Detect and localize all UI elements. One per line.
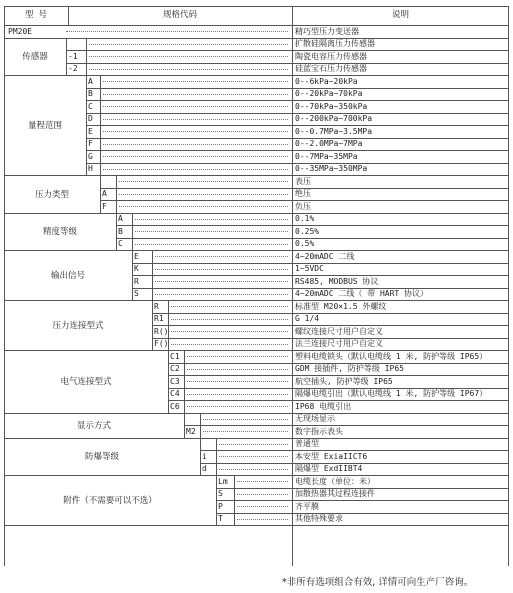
dot-leader — [171, 344, 288, 345]
dot-leader — [119, 206, 288, 207]
group-label: 精度等级 — [42, 227, 77, 238]
dot-leader — [119, 194, 288, 195]
option-description: 0--6kPa~20kPa — [295, 76, 358, 86]
dot-leader — [237, 494, 288, 495]
dot-leader — [135, 244, 288, 245]
option-code: B — [118, 226, 123, 236]
option-code: C4 — [170, 389, 180, 399]
group-label: 量程范围 — [27, 121, 62, 131]
group-label: 压力连接型式 — [52, 321, 104, 331]
option-code: H — [88, 164, 93, 174]
model-description: 精巧型压力变送器 — [295, 26, 359, 36]
dot-leader — [187, 381, 288, 382]
table-rule — [4, 525, 509, 526]
group-label: 电气连接型式 — [60, 377, 112, 388]
option-code: C2 — [170, 364, 180, 374]
option-description: 塑料电缆锁头（默认电缆线 1 米, 防护等级 IP65） — [295, 351, 488, 361]
table-rule — [216, 438, 217, 476]
option-code: E — [88, 126, 93, 136]
dot-leader — [103, 119, 288, 120]
option-description: 0.1% — [295, 214, 315, 224]
dot-leader — [89, 69, 288, 70]
option-description: 4~20mADC 二线 — [295, 251, 355, 261]
option-code: i — [202, 451, 207, 461]
dot-leader — [155, 294, 288, 295]
dot-leader — [103, 169, 288, 170]
group-label: 传感器 — [22, 52, 48, 63]
group-label: 输出信号 — [50, 271, 85, 281]
option-code: C6 — [170, 401, 180, 411]
option-description: 0--70kPa~350kPa — [295, 101, 368, 111]
dot-leader — [187, 356, 288, 357]
option-description: 电缆长度（单位：米） — [295, 476, 375, 486]
table-rule — [68, 6, 69, 25]
option-description: 隔爆型 ExdIIBT4 — [295, 464, 363, 474]
dot-leader — [135, 219, 288, 220]
table-rule — [184, 350, 185, 413]
option-description: IP68 电缆引出 — [295, 401, 352, 411]
dot-leader — [219, 456, 288, 457]
option-code — [200, 438, 216, 451]
footnote: *非所有选项组合有效, 详情可向生产厂咨询。 — [282, 577, 474, 588]
option-description: 0--35MPa~350MPa — [295, 164, 368, 174]
dot-leader — [119, 181, 288, 182]
option-code: B — [88, 89, 93, 99]
group-label: 显示方式 — [76, 421, 111, 431]
table-border-top — [4, 6, 509, 7]
dot-leader — [203, 431, 288, 432]
option-description: 无现场显示 — [295, 414, 335, 424]
dot-leader — [103, 94, 288, 95]
option-description: 4~20mADC 二线（ 带 HART 协议） — [295, 289, 429, 299]
option-code: E — [134, 251, 139, 261]
option-code: G — [88, 151, 93, 161]
option-description: 0--2.0MPa~7MPa — [295, 139, 363, 149]
option-code: -1 — [68, 51, 78, 61]
option-code: A — [118, 214, 123, 224]
option-code: T — [218, 514, 223, 524]
option-code: D — [88, 114, 93, 124]
option-code — [100, 175, 116, 188]
option-code: A — [102, 189, 107, 199]
dot-leader — [89, 44, 288, 45]
option-code: d — [202, 464, 207, 474]
option-code: P — [218, 501, 223, 511]
option-description: 螺纹连接尺寸用户自定义 — [295, 326, 383, 336]
option-description: 本安型 ExiaIICT6 — [295, 451, 368, 461]
option-code: S — [218, 489, 223, 499]
option-code: C3 — [170, 376, 180, 386]
dot-leader — [171, 319, 288, 320]
option-code: R — [134, 276, 139, 286]
dot-leader — [103, 81, 288, 82]
option-description: 硅蓝宝石压力传感器 — [295, 64, 367, 74]
option-description: 航空插头, 防护等级 IP65 — [295, 376, 393, 386]
dot-leader — [103, 131, 288, 132]
dot-leader — [237, 519, 288, 520]
option-code: -2 — [68, 64, 78, 74]
option-code: Lm — [218, 476, 228, 486]
option-description: 0.25% — [295, 226, 320, 236]
dot-leader — [219, 469, 288, 470]
option-code: R() — [154, 326, 169, 336]
option-code: F — [88, 139, 93, 149]
option-code: F — [102, 201, 107, 211]
option-description: 负压 — [295, 201, 311, 211]
dot-leader — [171, 331, 288, 332]
dot-leader — [103, 106, 288, 107]
dot-leader — [155, 269, 288, 270]
option-description: 标准型 M20×1.5 外螺纹 — [295, 301, 387, 311]
dot-leader — [103, 156, 288, 157]
option-description: 0--0.7MPa~3.5MPa — [295, 126, 373, 136]
option-code: R1 — [154, 314, 164, 324]
dot-leader — [66, 31, 288, 32]
option-code: C — [88, 101, 93, 111]
option-description: 法兰连接尺寸用户自定义 — [295, 339, 383, 349]
option-description: 齐平膜 — [295, 501, 319, 511]
dot-leader — [237, 506, 288, 507]
option-description: 加散热器其过程连接件 — [295, 489, 375, 499]
group-label: 附件（不需要可以不选） — [63, 496, 157, 506]
dot-leader — [237, 481, 288, 482]
model-code: PM20E — [8, 26, 33, 36]
header-spec-code: 规格代码 — [162, 10, 197, 20]
option-description: 0.5% — [295, 239, 315, 249]
dot-leader — [187, 369, 288, 370]
dot-leader — [187, 406, 288, 407]
option-code: K — [134, 264, 139, 274]
table-rule — [116, 175, 117, 213]
table-rule — [132, 213, 133, 251]
group-label: 压力类型 — [34, 189, 69, 200]
option-description: 0--7MPa~35MPa — [295, 151, 358, 161]
option-description: 1~5VDC — [295, 264, 324, 274]
group-label: 防爆等级 — [84, 452, 119, 463]
dot-leader — [135, 231, 288, 232]
option-description: 其他特殊要求 — [295, 514, 343, 524]
option-code — [66, 38, 86, 51]
option-description: 绝压 — [295, 189, 311, 199]
option-code: S — [134, 289, 139, 299]
dot-leader — [103, 144, 288, 145]
table-rule — [86, 38, 87, 76]
option-code: A — [88, 76, 93, 86]
option-code: M2 — [186, 426, 196, 436]
option-description: 0--200kPa~700kPa — [295, 114, 373, 124]
option-code: F() — [154, 339, 169, 349]
option-code — [184, 413, 200, 426]
option-code: R — [154, 301, 159, 311]
spec-table — [4, 6, 509, 566]
option-description: GDM 接插件, 防护等级 IP65 — [295, 364, 404, 374]
option-code: C1 — [170, 351, 180, 361]
dot-leader — [89, 56, 288, 57]
dot-leader — [187, 394, 288, 395]
dot-leader — [219, 444, 288, 445]
option-description: G 1/4 — [295, 314, 320, 324]
header-type: 型 号 — [24, 10, 48, 20]
option-description: 扩散硅隔离压力传感器 — [295, 39, 375, 49]
option-description: 陶瓷电容压力传感器 — [295, 51, 367, 61]
dot-leader — [171, 306, 288, 307]
header-description: 说明 — [391, 10, 409, 20]
option-code: C — [118, 239, 123, 249]
dot-leader — [155, 256, 288, 257]
option-description: 数字指示表头 — [295, 426, 343, 436]
dot-leader — [203, 419, 288, 420]
option-description: RS485, MODBUS 协议 — [295, 276, 379, 286]
option-description: 表压 — [295, 176, 311, 186]
option-description: 0--20kPa~70kPa — [295, 89, 363, 99]
option-description: 普通型 — [295, 439, 319, 449]
option-description: 隔爆电缆引出（默认电缆线 1 米, 防护等级 IP67） — [295, 389, 488, 399]
dot-leader — [155, 281, 288, 282]
